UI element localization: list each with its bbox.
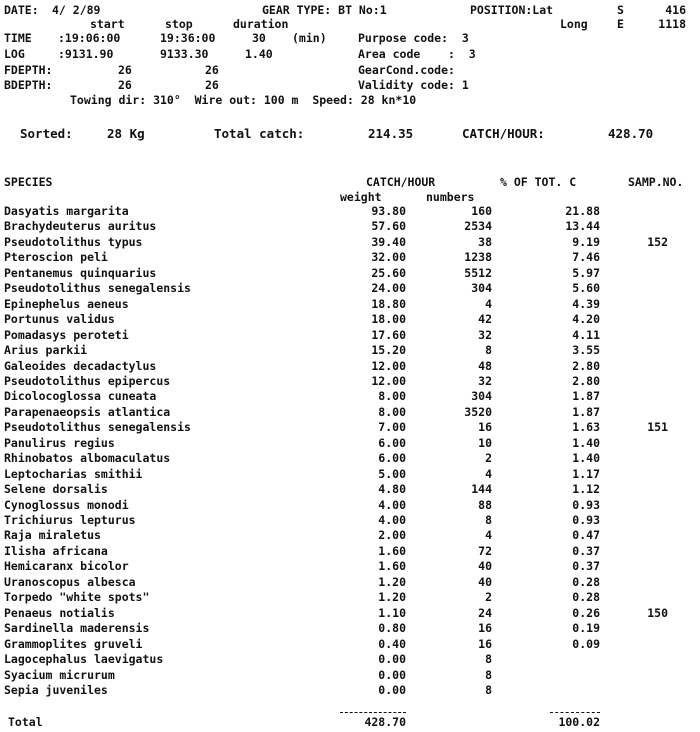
validity-code: Validity code: 1 xyxy=(358,78,469,92)
numbers-cell: 24 xyxy=(478,606,492,620)
species-cell: Pomadasys peroteti xyxy=(4,328,129,342)
weight-cell: 7.00 xyxy=(378,420,406,434)
position-label: POSITION:Lat xyxy=(470,3,554,17)
pct-cell: 0.37 xyxy=(572,544,600,558)
numbers-cell: 10 xyxy=(478,436,492,450)
species-cell: Pteroscion peli xyxy=(4,250,108,264)
pct-cell: 0.93 xyxy=(572,498,600,512)
species-cell: Portunus validus xyxy=(4,312,115,326)
pct-cell: 7.46 xyxy=(572,250,600,264)
species-cell: Rhinobatos albomaculatus xyxy=(4,451,171,465)
pct-cell: 0.28 xyxy=(572,575,600,589)
purpose-code: Purpose code: 3 xyxy=(358,31,469,45)
weight-cell: 4.80 xyxy=(378,482,406,496)
numbers-cell: 16 xyxy=(478,621,492,635)
fdepth-stop: 26 xyxy=(205,63,219,77)
species-cell: Pentanemus quinquarius xyxy=(4,266,157,280)
bdepth-stop: 26 xyxy=(205,78,219,92)
species-cell: Lagocephalus laevigatus xyxy=(4,652,164,666)
total-pct: 100.02 xyxy=(558,715,600,729)
pct-cell: 0.26 xyxy=(572,606,600,620)
numbers-cell: 72 xyxy=(478,544,492,558)
species-cell: Dasyatis margarita xyxy=(4,204,129,218)
gearcond-code: GearCond.code: xyxy=(358,63,455,77)
weight-cell: 6.00 xyxy=(378,451,406,465)
species-cell: Leptocharias smithii xyxy=(4,467,143,481)
pct-cell: 4.11 xyxy=(572,328,600,342)
species-cell: Arius parkii xyxy=(4,343,88,357)
pct-cell: 0.37 xyxy=(572,559,600,573)
numbers-cell: 4 xyxy=(485,467,492,481)
total-catch-value: 214.35 xyxy=(368,126,414,141)
pct-cell: 2.80 xyxy=(572,359,600,373)
numbers-cell: 16 xyxy=(478,420,492,434)
pct-cell: 5.60 xyxy=(572,281,600,295)
pct-cell: 0.47 xyxy=(572,528,600,542)
species-cell: Syacium micrurum xyxy=(4,668,115,682)
species-header: SPECIES xyxy=(4,175,53,189)
time-unit: (min) xyxy=(292,31,327,45)
weight-cell: 8.00 xyxy=(378,389,406,403)
weight-cell: 1.10 xyxy=(378,606,406,620)
long-label: Long xyxy=(560,17,588,31)
pct-cell: 1.12 xyxy=(572,482,600,496)
weight-cell: 2.00 xyxy=(378,528,406,542)
time-start: :19:06:00 xyxy=(58,31,121,45)
species-cell: Selene dorsalis xyxy=(4,482,108,496)
long-hemisphere: E xyxy=(617,17,624,31)
gear-type: GEAR TYPE: BT No:1 xyxy=(262,3,387,17)
towing-line: Towing dir: 310° Wire out: 100 m Speed: 28 kn*10 xyxy=(70,93,417,107)
weight-cell: 12.00 xyxy=(371,374,406,388)
catch-hour-label: CATCH/HOUR: xyxy=(462,126,545,141)
species-cell: Dicolocoglossa cuneata xyxy=(4,389,157,403)
log-label: LOG xyxy=(4,47,25,61)
weight-cell: 0.80 xyxy=(378,621,406,635)
start-label: start xyxy=(90,17,125,31)
numbers-cell: 5512 xyxy=(464,266,492,280)
catch-hour-header: CATCH/HOUR xyxy=(366,175,436,189)
numbers-cell: 304 xyxy=(471,281,492,295)
weight-cell: 93.80 xyxy=(371,204,406,218)
species-cell: Pseudotolithus senegalensis xyxy=(4,420,191,434)
numbers-cell: 8 xyxy=(485,652,492,666)
numbers-cell: 88 xyxy=(478,498,492,512)
samp-cell: 151 xyxy=(647,420,668,434)
pct-cell: 1.87 xyxy=(572,389,600,403)
pct-total-rule xyxy=(550,712,600,713)
species-cell: Pseudotolithus epipercus xyxy=(4,374,171,388)
numbers-cell: 2 xyxy=(485,590,492,604)
time-stop: 19:36:00 xyxy=(160,31,216,45)
pct-cell: 0.09 xyxy=(572,637,600,651)
samp-cell: 152 xyxy=(647,235,668,249)
pct-cell: 4.39 xyxy=(572,297,600,311)
fdepth-label: FDEPTH: xyxy=(4,63,53,77)
pct-cell: 21.88 xyxy=(565,204,600,218)
pct-cell: 1.63 xyxy=(572,420,600,434)
numbers-cell: 8 xyxy=(485,343,492,357)
weight-cell: 24.00 xyxy=(371,281,406,295)
pct-cell: 1.40 xyxy=(572,436,600,450)
weight-cell: 39.40 xyxy=(371,235,406,249)
bdepth-start: 26 xyxy=(118,78,132,92)
numbers-cell: 3520 xyxy=(464,405,492,419)
date-label: DATE: xyxy=(4,3,39,17)
species-cell: Trichiurus lepturus xyxy=(4,513,136,527)
numbers-cell: 32 xyxy=(478,328,492,342)
species-cell: Cynoglossus monodi xyxy=(4,498,129,512)
pct-cell: 9.19 xyxy=(572,235,600,249)
pct-cell: 13.44 xyxy=(565,219,600,233)
area-code: Area code : 3 xyxy=(358,47,476,61)
pct-header: % OF TOT. C xyxy=(500,175,577,189)
weight-cell: 1.60 xyxy=(378,544,406,558)
total-weight: 428.70 xyxy=(364,715,406,729)
pct-cell: 0.93 xyxy=(572,513,600,527)
sorted-value: 28 Kg xyxy=(107,126,145,141)
weight-cell: 0.40 xyxy=(378,637,406,651)
species-cell: Penaeus notialis xyxy=(4,606,115,620)
species-cell: Galeoides decadactylus xyxy=(4,359,157,373)
numbers-cell: 8 xyxy=(485,683,492,697)
species-cell: Hemicaranx bicolor xyxy=(4,559,129,573)
total-catch-label: Total catch: xyxy=(214,126,305,141)
species-cell: Torpedo "white spots" xyxy=(4,590,150,604)
catch-hour-value: 428.70 xyxy=(608,126,654,141)
species-cell: Ilisha africana xyxy=(4,544,108,558)
duration-label: duration xyxy=(233,17,289,31)
weight-cell: 1.60 xyxy=(378,559,406,573)
numbers-cell: 1238 xyxy=(464,250,492,264)
weight-cell: 0.00 xyxy=(378,652,406,666)
pct-cell: 3.55 xyxy=(572,343,600,357)
weight-cell: 1.20 xyxy=(378,590,406,604)
species-cell: Panulirus regius xyxy=(4,436,115,450)
sorted-label: Sorted: xyxy=(20,126,73,141)
species-cell: Parapenaeopsis atlantica xyxy=(4,405,171,419)
weight-total-rule xyxy=(340,712,406,713)
numbers-cell: 2534 xyxy=(464,219,492,233)
fdepth-start: 26 xyxy=(118,63,132,77)
log-duration: 1.40 xyxy=(245,47,273,61)
species-cell: Grammoplites gruveli xyxy=(4,637,143,651)
pct-cell: 1.87 xyxy=(572,405,600,419)
species-cell: Sardinella maderensis xyxy=(4,621,150,635)
species-cell: Sepia juveniles xyxy=(4,683,108,697)
numbers-cell: 144 xyxy=(471,482,492,496)
species-cell: Uranoscopus albesca xyxy=(4,575,136,589)
bdepth-label: BDEPTH: xyxy=(4,78,53,92)
weight-cell: 4.00 xyxy=(378,513,406,527)
weight-cell: 6.00 xyxy=(378,436,406,450)
log-start: :9131.90 xyxy=(58,47,114,61)
numbers-cell: 8 xyxy=(485,513,492,527)
numbers-cell: 38 xyxy=(478,235,492,249)
weight-cell: 4.00 xyxy=(378,498,406,512)
numbers-cell: 40 xyxy=(478,575,492,589)
numbers-cell: 4 xyxy=(485,297,492,311)
stop-label: stop xyxy=(165,17,193,31)
numbers-cell: 48 xyxy=(478,359,492,373)
weight-cell: 15.20 xyxy=(371,343,406,357)
pct-cell: 0.19 xyxy=(572,621,600,635)
numbers-cell: 32 xyxy=(478,374,492,388)
weight-cell: 12.00 xyxy=(371,359,406,373)
samp-cell: 150 xyxy=(647,606,668,620)
weight-cell: 1.20 xyxy=(378,575,406,589)
weight-cell: 18.00 xyxy=(371,312,406,326)
weight-cell: 25.60 xyxy=(371,266,406,280)
numbers-cell: 2 xyxy=(485,451,492,465)
pct-cell: 1.40 xyxy=(572,451,600,465)
numbers-cell: 42 xyxy=(478,312,492,326)
species-cell: Epinephelus aeneus xyxy=(4,297,129,311)
pct-cell: 1.17 xyxy=(572,467,600,481)
weight-cell: 5.00 xyxy=(378,467,406,481)
lat-hemisphere: S xyxy=(617,3,624,17)
weight-cell: 17.60 xyxy=(371,328,406,342)
weight-header: weight xyxy=(340,190,382,204)
pct-cell: 2.80 xyxy=(572,374,600,388)
numbers-cell: 160 xyxy=(471,204,492,218)
species-cell: Pseudotolithus senegalensis xyxy=(4,281,191,295)
log-stop: 9133.30 xyxy=(160,47,209,61)
species-cell: Raja miraletus xyxy=(4,528,101,542)
weight-cell: 8.00 xyxy=(378,405,406,419)
time-duration: 30 xyxy=(252,31,266,45)
numbers-cell: 4 xyxy=(485,528,492,542)
time-label: TIME xyxy=(4,31,32,45)
weight-cell: 32.00 xyxy=(371,250,406,264)
weight-cell: 0.00 xyxy=(378,668,406,682)
species-cell: Pseudotolithus typus xyxy=(4,235,143,249)
numbers-cell: 40 xyxy=(478,559,492,573)
species-cell: Brachydeuterus auritus xyxy=(4,219,157,233)
numbers-cell: 304 xyxy=(471,389,492,403)
long-value: 1118 xyxy=(658,17,686,31)
lat-value: 416 xyxy=(665,3,686,17)
samp-header: SAMP.NO. xyxy=(628,175,684,189)
weight-cell: 57.60 xyxy=(371,219,406,233)
pct-cell: 0.28 xyxy=(572,590,600,604)
date-value: 4/ 2/89 xyxy=(52,3,101,17)
total-label: Total xyxy=(8,715,43,729)
weight-cell: 18.80 xyxy=(371,297,406,311)
pct-cell: 5.97 xyxy=(572,266,600,280)
numbers-header: numbers xyxy=(426,190,475,204)
pct-cell: 4.20 xyxy=(572,312,600,326)
numbers-cell: 8 xyxy=(485,668,492,682)
weight-cell: 0.00 xyxy=(378,683,406,697)
numbers-cell: 16 xyxy=(478,637,492,651)
